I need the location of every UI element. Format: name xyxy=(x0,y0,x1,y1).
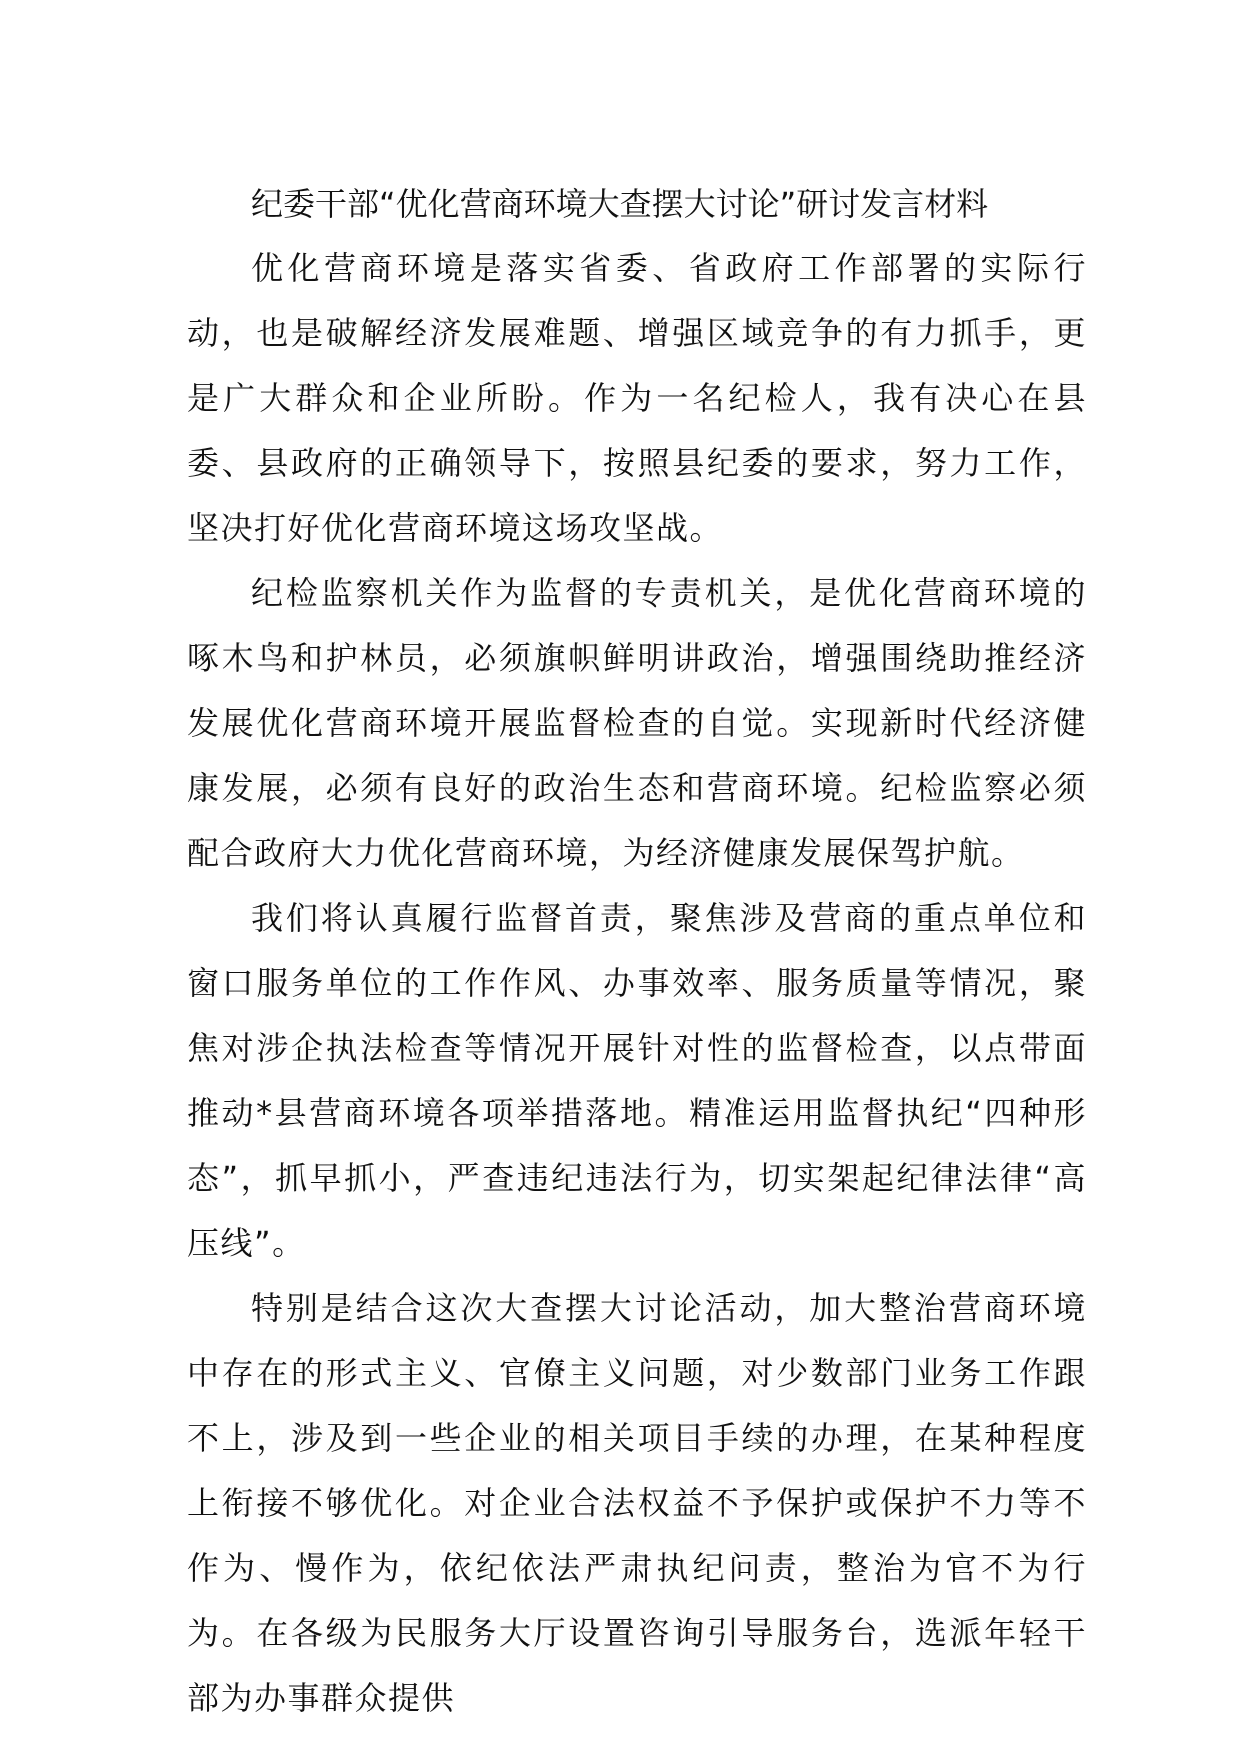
document-title: 纪委干部“优化营商环境大查摆大讨论”研讨发言材料 xyxy=(251,185,989,223)
paragraph-3: 我们将认真履行监督首责，聚焦涉及营商的重点单位和窗口服务单位的工作作风、办事效率、服务质量等情况，聚焦对涉企执法检查等情况开展针对性的监督检查，以点带面推动*县营商环境各项举措落地。精准运用监督执纪“四种形态”，抓早抓小，严查违纪违法行为，切实架起纪律法律“高压线”。 xyxy=(187,899,1087,1262)
paragraph-1: 优化营商环境是落实省委、省政府工作部署的实际行动，也是破解经济发展难题、增强区域竞争的有力抓手，更是广大群众和企业所盼。作为一名纪检人，我有决心在县委、县政府的正确领导下，按照县纪委的要求，努力工作，坚决打好优化营商环境这场攻坚战。 xyxy=(187,249,1087,547)
paragraph-2: 纪检监察机关作为监督的专责机关，是优化营商环境的啄木鸟和护林员，必须旗帜鲜明讲政治，增强围绕助推经济发展优化营商环境开展监督检查的自觉。实现新时代经济健康发展，必须有良好的政治生态和营商环境。纪检监察必须配合政府大力优化营商环境，为经济健康发展保驾护航。 xyxy=(187,574,1087,872)
document-body xyxy=(187,172,1087,1731)
paragraph-4: 特别是结合这次大查摆大讨论活动，加大整治营商环境中存在的形式主义、官僚主义问题，对少数部门业务工作跟不上，涉及到一些企业的相关项目手续的办理，在某种程度上衔接不够优化。对企业合法权益不予保护或保护不力等不作为、慢作为，依纪依法严肃执纪问责，整治为官不为行为。在各级为民服务大厅设置咨询引导服务台，选派年轻干部为办事群众提供 xyxy=(187,1289,1087,1717)
